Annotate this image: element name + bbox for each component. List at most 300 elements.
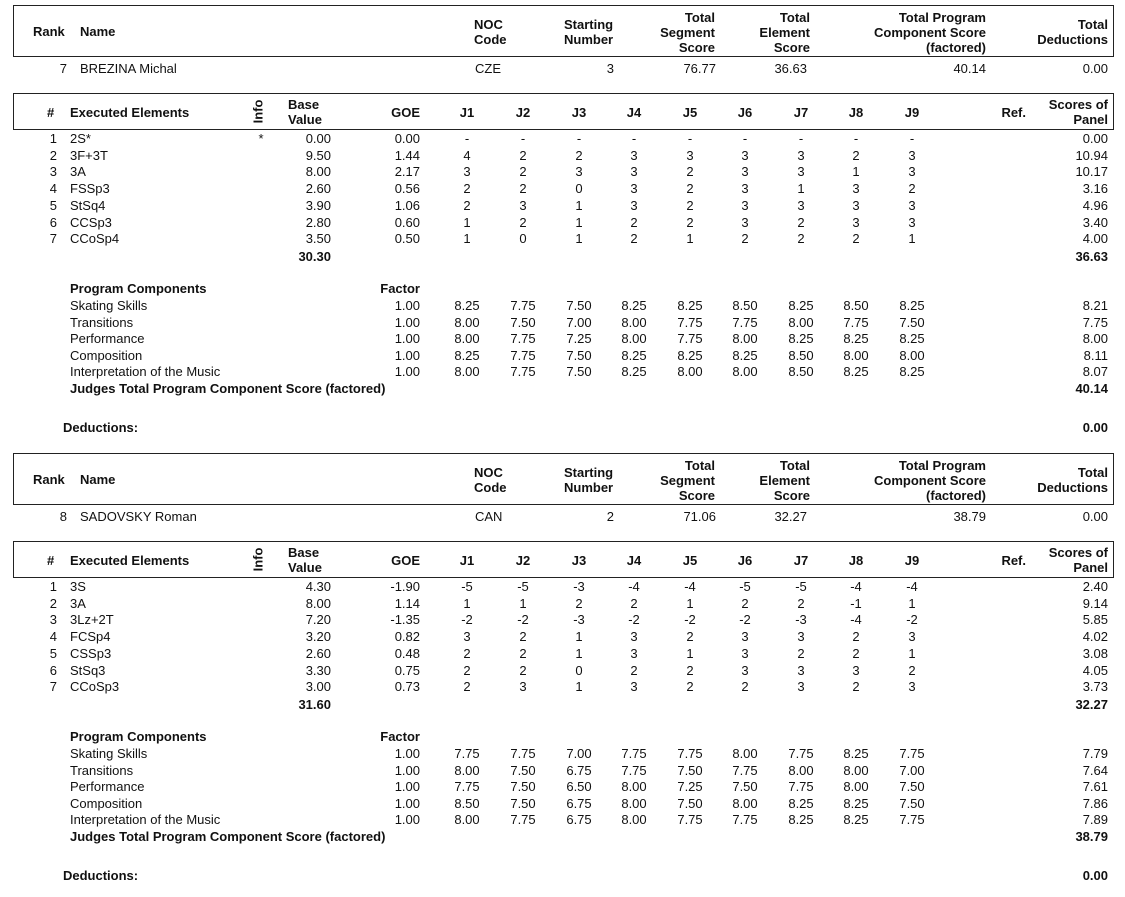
element-judge-score: 2 bbox=[686, 663, 694, 678]
element-name: FCSp4 bbox=[70, 629, 111, 644]
tss-header-line3: Score bbox=[678, 488, 715, 503]
tes-header-line1: Total bbox=[779, 458, 810, 473]
noc-header-line1: NOC bbox=[474, 17, 503, 32]
element-goe: 0.82 bbox=[394, 629, 420, 644]
info-header: Info bbox=[250, 99, 266, 124]
component-judge-score: 7.75 bbox=[732, 315, 758, 330]
element-judge-score: 0 bbox=[575, 181, 583, 196]
element-goe: 0.75 bbox=[394, 663, 420, 678]
component-panel-score: 7.64 bbox=[1082, 763, 1108, 778]
element-judge-score: -5 bbox=[517, 579, 529, 594]
component-judge-score: 7.00 bbox=[899, 763, 925, 778]
element-judge-score: 1 bbox=[908, 646, 916, 661]
skater-total-segment-score: 71.06 bbox=[683, 509, 716, 524]
element-judge-score: -4 bbox=[628, 579, 640, 594]
skater-total-deductions: 0.00 bbox=[1082, 61, 1108, 76]
component-judge-score: 8.50 bbox=[454, 796, 480, 811]
element-judge-score: 1 bbox=[686, 231, 694, 246]
element-judge-score: 2 bbox=[686, 679, 694, 694]
element-judge-score: 2 bbox=[797, 596, 805, 611]
element-judge-score: 3 bbox=[741, 646, 749, 661]
component-factor: 1.00 bbox=[394, 331, 420, 346]
element-judge-score: 2 bbox=[519, 148, 527, 163]
element-judge-score: 3 bbox=[852, 663, 860, 678]
element-judge-score: - bbox=[798, 131, 804, 146]
element-base-value: 7.20 bbox=[305, 612, 331, 627]
factor-header: Factor bbox=[380, 729, 420, 744]
component-panel-score: 7.75 bbox=[1082, 315, 1108, 330]
element-judge-score: 1 bbox=[463, 596, 471, 611]
hash-header: # bbox=[47, 553, 55, 568]
element-judge-score: -3 bbox=[573, 612, 585, 627]
component-name: Transitions bbox=[70, 763, 134, 778]
judge-header-j5: J5 bbox=[682, 553, 698, 568]
element-number: 6 bbox=[49, 663, 57, 678]
pcs-header-line3: (factored) bbox=[926, 40, 986, 55]
tes-header-line2: Element bbox=[759, 473, 810, 488]
skater-total-element-score: 32.27 bbox=[774, 509, 807, 524]
component-name: Transitions bbox=[70, 315, 134, 330]
element-panel-score: 2.40 bbox=[1082, 579, 1108, 594]
skater-start-number: 2 bbox=[606, 509, 614, 524]
deductions-label: Deductions: bbox=[63, 868, 139, 883]
component-panel-score: 8.00 bbox=[1082, 331, 1108, 346]
component-judge-score: 6.50 bbox=[566, 779, 592, 794]
element-goe: 0.60 bbox=[394, 215, 420, 230]
component-judge-score: 7.75 bbox=[677, 315, 703, 330]
element-judge-score: 1 bbox=[908, 596, 916, 611]
noc-header-line1: NOC bbox=[474, 465, 503, 480]
element-judge-score: - bbox=[909, 131, 915, 146]
element-number: 7 bbox=[49, 679, 57, 694]
element-goe: 0.00 bbox=[394, 131, 420, 146]
element-judge-score: 1 bbox=[575, 629, 583, 644]
element-judge-score: 2 bbox=[519, 663, 527, 678]
scores-of-panel-header-line2: Panel bbox=[1073, 560, 1108, 575]
element-number: 3 bbox=[49, 164, 57, 179]
elements-score-total: 32.27 bbox=[1075, 697, 1108, 712]
element-judge-score: 2 bbox=[686, 215, 694, 230]
element-judge-score: 2 bbox=[852, 646, 860, 661]
element-number: 4 bbox=[49, 181, 57, 196]
element-judge-score: 3 bbox=[519, 679, 527, 694]
component-factor: 1.00 bbox=[394, 763, 420, 778]
element-judge-score: 2 bbox=[519, 629, 527, 644]
element-base-value: 2.60 bbox=[305, 646, 331, 661]
element-judge-score: -2 bbox=[461, 612, 473, 627]
judge-header-j1: J1 bbox=[459, 105, 475, 120]
element-judge-score: 1 bbox=[575, 198, 583, 213]
element-judge-score: - bbox=[631, 131, 637, 146]
element-judge-score: 2 bbox=[463, 198, 471, 213]
element-name: 3A bbox=[70, 164, 86, 179]
component-judge-score: 8.25 bbox=[843, 746, 869, 761]
element-judge-score: 2 bbox=[519, 215, 527, 230]
component-judge-score: 8.50 bbox=[788, 348, 814, 363]
component-factor: 1.00 bbox=[394, 779, 420, 794]
element-judge-score: -4 bbox=[684, 579, 696, 594]
element-judge-score: 2 bbox=[463, 646, 471, 661]
component-judge-score: 7.50 bbox=[510, 796, 536, 811]
element-judge-score: 2 bbox=[797, 231, 805, 246]
judge-header-j8: J8 bbox=[848, 553, 864, 568]
element-judge-score: 3 bbox=[741, 215, 749, 230]
scores-of-panel-header-line1: Scores of bbox=[1048, 97, 1108, 112]
tes-header-line3: Score bbox=[773, 488, 810, 503]
component-judge-score: 7.75 bbox=[899, 746, 925, 761]
component-panel-score: 8.11 bbox=[1083, 348, 1108, 363]
skater-noc: CAN bbox=[475, 509, 503, 524]
component-judge-score: 7.75 bbox=[732, 763, 758, 778]
element-base-value: 2.60 bbox=[305, 181, 331, 196]
element-judge-score: 2 bbox=[630, 231, 638, 246]
tss-header-line2: Segment bbox=[660, 473, 715, 488]
component-judge-score: 8.00 bbox=[788, 315, 814, 330]
component-judge-score: 8.25 bbox=[899, 364, 925, 379]
tss-header-line3: Score bbox=[678, 40, 715, 55]
component-judge-score: 8.25 bbox=[454, 298, 480, 313]
skater-total-deductions: 0.00 bbox=[1082, 509, 1108, 524]
component-judge-score: 7.50 bbox=[732, 779, 758, 794]
component-judge-score: 7.75 bbox=[732, 812, 758, 827]
judge-header-j4: J4 bbox=[626, 553, 642, 568]
component-judge-score: 7.75 bbox=[843, 315, 869, 330]
element-judge-score: 2 bbox=[686, 629, 694, 644]
start-header-line2: Number bbox=[564, 480, 614, 495]
element-judge-score: -4 bbox=[850, 612, 862, 627]
element-judge-score: 2 bbox=[741, 596, 749, 611]
component-judge-score: 8.00 bbox=[843, 348, 869, 363]
component-judge-score: 8.00 bbox=[732, 796, 758, 811]
component-name: Interpretation of the Music bbox=[70, 812, 221, 827]
judge-header-j6: J6 bbox=[737, 105, 753, 120]
element-name: 3S bbox=[70, 579, 86, 594]
element-judge-score: 3 bbox=[463, 164, 471, 179]
judge-header-j5: J5 bbox=[682, 105, 698, 120]
component-judge-score: 7.75 bbox=[677, 746, 703, 761]
element-name: StSq3 bbox=[70, 663, 106, 678]
element-judge-score: 3 bbox=[686, 148, 694, 163]
element-number: 5 bbox=[49, 198, 57, 213]
element-judge-score: 3 bbox=[908, 215, 916, 230]
skater-rank: 8 bbox=[59, 509, 67, 524]
component-judge-score: 8.25 bbox=[621, 298, 647, 313]
element-name: 2S* bbox=[70, 131, 91, 146]
element-judge-score: 1 bbox=[575, 215, 583, 230]
element-judge-score: - bbox=[853, 131, 859, 146]
element-judge-score: 2 bbox=[852, 148, 860, 163]
pcs-header-line1: Total Program bbox=[898, 10, 986, 25]
element-judge-score: 0 bbox=[575, 663, 583, 678]
base-value-total: 30.30 bbox=[298, 249, 331, 264]
component-judge-score: 7.50 bbox=[566, 348, 592, 363]
skater-rank: 7 bbox=[59, 61, 67, 76]
base-value-header-line2: Value bbox=[288, 112, 322, 127]
element-number: 1 bbox=[49, 131, 57, 146]
ded-header-line2: Deductions bbox=[1037, 480, 1108, 495]
component-judge-score: 8.00 bbox=[621, 779, 647, 794]
component-judge-score: 7.50 bbox=[566, 364, 592, 379]
name-header: Name bbox=[80, 24, 116, 39]
element-judge-score: 3 bbox=[797, 148, 805, 163]
component-judge-score: 8.50 bbox=[732, 298, 758, 313]
element-judge-score: 1 bbox=[686, 596, 694, 611]
rank-header: Rank bbox=[33, 472, 65, 487]
component-judge-score: 8.25 bbox=[677, 298, 703, 313]
start-header-line2: Number bbox=[564, 32, 614, 47]
component-name: Skating Skills bbox=[70, 746, 148, 761]
element-panel-score: 5.85 bbox=[1082, 612, 1108, 627]
component-judge-score: 7.75 bbox=[621, 763, 647, 778]
element-judge-score: 3 bbox=[908, 629, 916, 644]
element-judge-score: 3 bbox=[630, 181, 638, 196]
element-goe: 0.73 bbox=[394, 679, 420, 694]
elements-score-total: 36.63 bbox=[1075, 249, 1108, 264]
element-name: StSq4 bbox=[70, 198, 106, 213]
element-judge-score: 2 bbox=[519, 164, 527, 179]
element-judge-score: 1 bbox=[908, 231, 916, 246]
element-judge-score: 2 bbox=[852, 679, 860, 694]
ded-header-line1: Total bbox=[1077, 465, 1108, 480]
judge-header-j8: J8 bbox=[848, 105, 864, 120]
component-judge-score: 8.25 bbox=[843, 812, 869, 827]
component-judge-score: 8.25 bbox=[843, 796, 869, 811]
element-judge-score: 2 bbox=[686, 198, 694, 213]
element-name: CCSp3 bbox=[70, 215, 112, 230]
element-goe: -1.35 bbox=[390, 612, 420, 627]
element-panel-score: 4.05 bbox=[1082, 663, 1108, 678]
component-judge-score: 8.00 bbox=[621, 796, 647, 811]
element-judge-score: -3 bbox=[573, 579, 585, 594]
element-judge-score: - bbox=[742, 131, 748, 146]
base-value-header-line1: Base bbox=[288, 97, 320, 112]
element-judge-score: 3 bbox=[797, 629, 805, 644]
element-number: 6 bbox=[49, 215, 57, 230]
tes-header-line3: Score bbox=[773, 40, 810, 55]
component-judge-score: 8.25 bbox=[621, 348, 647, 363]
scores-of-panel-header-line1: Scores of bbox=[1048, 545, 1108, 560]
element-base-value: 0.00 bbox=[305, 131, 331, 146]
element-name: 3F+3T bbox=[70, 148, 108, 163]
skater-start-number: 3 bbox=[606, 61, 614, 76]
element-judge-score: 2 bbox=[797, 646, 805, 661]
component-panel-score: 7.61 bbox=[1082, 779, 1108, 794]
element-judge-score: 3 bbox=[741, 181, 749, 196]
judge-header-j3: J3 bbox=[571, 553, 587, 568]
element-judge-score: 2 bbox=[463, 663, 471, 678]
element-judge-score: 3 bbox=[797, 164, 805, 179]
component-judge-score: 7.75 bbox=[788, 779, 814, 794]
element-goe: 1.44 bbox=[394, 148, 420, 163]
component-judge-score: 8.25 bbox=[788, 796, 814, 811]
element-judge-score: 3 bbox=[797, 198, 805, 213]
component-judge-score: 7.75 bbox=[510, 746, 536, 761]
element-judge-score: -5 bbox=[461, 579, 473, 594]
component-judge-score: 8.00 bbox=[899, 348, 925, 363]
element-judge-score: 3 bbox=[630, 148, 638, 163]
component-judge-score: 7.75 bbox=[454, 746, 480, 761]
component-judge-score: 8.00 bbox=[454, 812, 480, 827]
factor-header: Factor bbox=[380, 281, 420, 296]
component-judge-score: 8.25 bbox=[788, 298, 814, 313]
judge-header-j4: J4 bbox=[626, 105, 642, 120]
element-goe: 2.17 bbox=[394, 164, 420, 179]
element-judge-score: 0 bbox=[519, 231, 527, 246]
element-base-value: 2.80 bbox=[305, 215, 331, 230]
element-panel-score: 3.73 bbox=[1082, 679, 1108, 694]
component-judge-score: 8.00 bbox=[621, 315, 647, 330]
executed-elements-header: Executed Elements bbox=[70, 553, 190, 568]
element-panel-score: 3.40 bbox=[1082, 215, 1108, 230]
element-base-value: 4.30 bbox=[305, 579, 331, 594]
component-judge-score: 7.75 bbox=[677, 331, 703, 346]
component-judge-score: 7.50 bbox=[566, 298, 592, 313]
component-factor: 1.00 bbox=[394, 298, 420, 313]
component-judge-score: 7.50 bbox=[899, 796, 925, 811]
element-base-value: 8.00 bbox=[305, 164, 331, 179]
component-judge-score: 6.75 bbox=[566, 812, 592, 827]
element-name: CCoSp4 bbox=[70, 231, 120, 246]
component-factor: 1.00 bbox=[394, 315, 420, 330]
component-judge-score: 8.00 bbox=[454, 763, 480, 778]
noc-header-line2: Code bbox=[474, 480, 507, 495]
component-judge-score: 8.25 bbox=[788, 331, 814, 346]
component-panel-score: 8.07 bbox=[1082, 364, 1108, 379]
component-judge-score: 8.50 bbox=[843, 298, 869, 313]
component-judge-score: 7.75 bbox=[510, 812, 536, 827]
element-panel-score: 9.14 bbox=[1082, 596, 1108, 611]
component-factor: 1.00 bbox=[394, 796, 420, 811]
element-judge-score: 3 bbox=[741, 663, 749, 678]
judge-header-j9: J9 bbox=[904, 553, 920, 568]
element-judge-score: 3 bbox=[630, 164, 638, 179]
element-judge-score: 2 bbox=[741, 231, 749, 246]
element-name: 3Lz+2T bbox=[70, 612, 114, 627]
component-judge-score: 8.00 bbox=[621, 331, 647, 346]
component-judge-score: 7.50 bbox=[899, 779, 925, 794]
element-judge-score: 3 bbox=[741, 164, 749, 179]
component-name: Performance bbox=[70, 331, 145, 346]
element-judge-score: -4 bbox=[906, 579, 918, 594]
judge-header-j7: J7 bbox=[793, 105, 809, 120]
element-panel-score: 10.17 bbox=[1075, 164, 1108, 179]
base-value-header-line2: Value bbox=[288, 560, 322, 575]
element-judge-score: -1 bbox=[850, 596, 862, 611]
scores-of-panel-header-line2: Panel bbox=[1073, 112, 1108, 127]
element-judge-score: 1 bbox=[463, 231, 471, 246]
judge-header-j9: J9 bbox=[904, 105, 920, 120]
skater-total-pcs: 38.79 bbox=[953, 509, 986, 524]
pcs-header-line2: Component Score bbox=[874, 25, 986, 40]
hash-header: # bbox=[47, 105, 55, 120]
judge-header-j6: J6 bbox=[737, 553, 753, 568]
element-judge-score: 2 bbox=[908, 663, 916, 678]
component-panel-score: 7.89 bbox=[1082, 812, 1108, 827]
element-goe: -1.90 bbox=[390, 579, 420, 594]
tss-header-line1: Total bbox=[684, 458, 715, 473]
element-judge-score: 3 bbox=[852, 181, 860, 196]
element-judge-score: 2 bbox=[630, 215, 638, 230]
skater-total-pcs: 40.14 bbox=[953, 61, 986, 76]
element-panel-score: 4.00 bbox=[1082, 231, 1108, 246]
component-judge-score: 6.75 bbox=[566, 763, 592, 778]
element-judge-score: 2 bbox=[463, 181, 471, 196]
element-judge-score: 2 bbox=[852, 231, 860, 246]
element-judge-score: 1 bbox=[575, 679, 583, 694]
skater-total-segment-score: 76.77 bbox=[683, 61, 716, 76]
element-panel-score: 4.02 bbox=[1082, 629, 1108, 644]
element-panel-score: 10.94 bbox=[1075, 148, 1108, 163]
ded-header-line2: Deductions bbox=[1037, 32, 1108, 47]
element-judge-score: 3 bbox=[797, 679, 805, 694]
judge-header-j2: J2 bbox=[515, 105, 531, 120]
element-judge-score: 3 bbox=[852, 198, 860, 213]
component-factor: 1.00 bbox=[394, 364, 420, 379]
tss-header-line1: Total bbox=[684, 10, 715, 25]
element-judge-score: - bbox=[687, 131, 693, 146]
element-judge-score: 3 bbox=[630, 198, 638, 213]
program-components-header: Program Components bbox=[70, 281, 207, 296]
element-name: CCoSp3 bbox=[70, 679, 120, 694]
element-judge-score: 2 bbox=[686, 164, 694, 179]
component-factor: 1.00 bbox=[394, 812, 420, 827]
element-judge-score: 3 bbox=[630, 646, 638, 661]
component-judge-score: 8.25 bbox=[899, 331, 925, 346]
component-judge-score: 7.50 bbox=[510, 315, 536, 330]
component-judge-score: 8.25 bbox=[454, 348, 480, 363]
element-goe: 0.50 bbox=[394, 231, 420, 246]
tss-header-line2: Segment bbox=[660, 25, 715, 40]
skater-total-element-score: 36.63 bbox=[774, 61, 807, 76]
component-judge-score: 6.75 bbox=[566, 796, 592, 811]
ref-header: Ref. bbox=[1001, 105, 1026, 120]
component-name: Performance bbox=[70, 779, 145, 794]
element-judge-score: 3 bbox=[908, 164, 916, 179]
skater-name: BREZINA Michal bbox=[80, 61, 177, 76]
element-judge-score: 3 bbox=[908, 679, 916, 694]
element-judge-score: -2 bbox=[628, 612, 640, 627]
element-judge-score: 2 bbox=[741, 679, 749, 694]
element-goe: 0.48 bbox=[394, 646, 420, 661]
element-judge-score: 3 bbox=[908, 148, 916, 163]
name-header: Name bbox=[80, 472, 116, 487]
element-base-value: 8.00 bbox=[305, 596, 331, 611]
component-judge-score: 7.75 bbox=[677, 812, 703, 827]
executed-elements-header: Executed Elements bbox=[70, 105, 190, 120]
element-info-marker: * bbox=[258, 131, 264, 146]
element-judge-score: 2 bbox=[630, 596, 638, 611]
component-judge-score: 7.75 bbox=[510, 298, 536, 313]
goe-header: GOE bbox=[391, 105, 420, 120]
element-judge-score: 3 bbox=[630, 629, 638, 644]
element-goe: 1.06 bbox=[394, 198, 420, 213]
element-number: 7 bbox=[49, 231, 57, 246]
element-judge-score: 1 bbox=[686, 646, 694, 661]
component-judge-score: 8.25 bbox=[788, 812, 814, 827]
component-judge-score: 8.00 bbox=[843, 763, 869, 778]
element-judge-score: 2 bbox=[908, 181, 916, 196]
component-judge-score: 7.75 bbox=[788, 746, 814, 761]
element-number: 2 bbox=[49, 596, 57, 611]
element-number: 3 bbox=[49, 612, 57, 627]
component-judge-score: 8.00 bbox=[454, 315, 480, 330]
base-value-total: 31.60 bbox=[298, 697, 331, 712]
base-value-header-line1: Base bbox=[288, 545, 320, 560]
tes-header-line1: Total bbox=[779, 10, 810, 25]
element-base-value: 3.00 bbox=[305, 679, 331, 694]
deductions-value: 0.00 bbox=[1082, 868, 1108, 883]
component-judge-score: 8.25 bbox=[732, 348, 758, 363]
